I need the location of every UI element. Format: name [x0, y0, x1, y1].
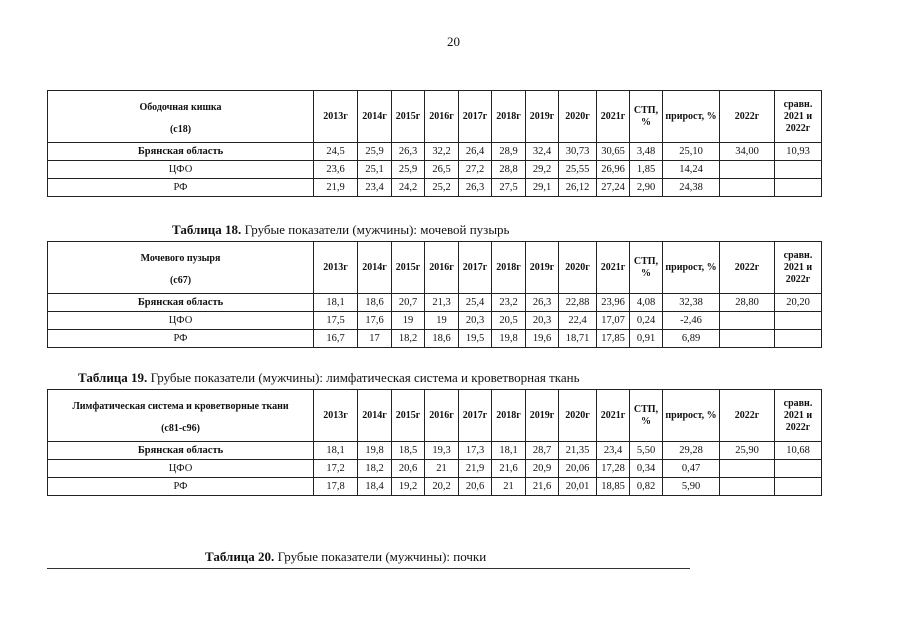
table-cell: 27,5 [492, 179, 526, 197]
column-header: 2019г [526, 91, 559, 143]
table-cell: 17,3 [459, 442, 492, 460]
table-cell: 18,6 [358, 294, 392, 312]
table-cell: 18,1 [492, 442, 526, 460]
column-header: 2013г [314, 242, 358, 294]
table-cell: 5,50 [630, 442, 663, 460]
table-cell: 19,6 [526, 330, 559, 348]
table-cell: 19,8 [492, 330, 526, 348]
table-cell: 25,90 [720, 442, 775, 460]
row-label: ЦФО [48, 161, 314, 179]
table-19-caption: Таблица 19. Грубые показатели (мужчины): лимфатическая система и кроветворная ткань [78, 370, 580, 385]
table-cell: 20,01 [559, 478, 597, 496]
table-cell [775, 312, 822, 330]
table-cell: 16,7 [314, 330, 358, 348]
table-cell: 25,55 [559, 161, 597, 179]
table-cell: 18,2 [358, 460, 392, 478]
table-cell: 20,5 [492, 312, 526, 330]
table-cell: 30,65 [597, 143, 630, 161]
table-name-cell [48, 390, 314, 442]
table-cell: 20,6 [459, 478, 492, 496]
table-cell: 26,3 [459, 179, 492, 197]
table-cell: 23,6 [314, 161, 358, 179]
table-cell: 27,2 [459, 161, 492, 179]
table-cell: 25,4 [459, 294, 492, 312]
table-code: (c67) [169, 274, 192, 286]
table-cell: 18,2 [392, 330, 425, 348]
caption-underline [47, 568, 690, 569]
table-cell: 17,28 [597, 460, 630, 478]
table-cell: 0,82 [630, 478, 663, 496]
table-cell: 25,2 [425, 179, 459, 197]
table-name-cell [48, 242, 314, 294]
column-header: 2015г [392, 242, 425, 294]
table-cell: 19 [392, 312, 425, 330]
column-header: 2020г [559, 242, 597, 294]
table-cell: 21,35 [559, 442, 597, 460]
table-row [48, 161, 822, 179]
table-cell: 23,2 [492, 294, 526, 312]
table-row [48, 330, 822, 348]
column-header: 2016г [425, 242, 459, 294]
table-cell: 20,3 [459, 312, 492, 330]
column-header: прирост, % [663, 390, 720, 442]
table-cell [720, 161, 775, 179]
column-header: 2022г [720, 242, 775, 294]
table-cell: 18,71 [559, 330, 597, 348]
table-cell [775, 179, 822, 197]
table-code: (c18) [169, 123, 192, 135]
table-row [48, 179, 822, 197]
row-label: Брянская область [48, 442, 314, 460]
table-cell: 25,9 [392, 161, 425, 179]
page-number: 20 [447, 34, 460, 49]
table-cell: 17,6 [358, 312, 392, 330]
column-header: СТП, % [630, 390, 663, 442]
table-cell: 26,3 [526, 294, 559, 312]
table-cell: 20,9 [526, 460, 559, 478]
table-cell: 0,91 [630, 330, 663, 348]
table-row [48, 143, 822, 161]
table-cell: 25,9 [358, 143, 392, 161]
table-cell: 21,9 [459, 460, 492, 478]
row-label: Брянская область [48, 294, 314, 312]
table-cell: 20,6 [392, 460, 425, 478]
table-cell: 25,1 [358, 161, 392, 179]
table-cell: 18,85 [597, 478, 630, 496]
table-cell: 27,24 [597, 179, 630, 197]
column-header: 2017г [459, 242, 492, 294]
column-header: 2015г [392, 390, 425, 442]
column-header: 2014г [358, 390, 392, 442]
table-cell: 25,10 [663, 143, 720, 161]
table-cell: 10,93 [775, 143, 822, 161]
table-cell: 17,8 [314, 478, 358, 496]
table-cell: 32,2 [425, 143, 459, 161]
table-row [48, 460, 822, 478]
table-cell: 18,1 [314, 442, 358, 460]
column-header: 2016г [425, 91, 459, 143]
table-cell: 21 [425, 460, 459, 478]
table-cell: 32,38 [663, 294, 720, 312]
table-cell: 19,5 [459, 330, 492, 348]
table-cell: 21,3 [425, 294, 459, 312]
column-header: 2017г [459, 390, 492, 442]
table-cell: 17,85 [597, 330, 630, 348]
table-cell: 30,73 [559, 143, 597, 161]
column-header: прирост, % [663, 242, 720, 294]
column-header: 2014г [358, 242, 392, 294]
table-cell: 32,4 [526, 143, 559, 161]
table-cell: 23,96 [597, 294, 630, 312]
table-cell: 20,2 [425, 478, 459, 496]
table-cell [775, 460, 822, 478]
column-header: сравн. 2021 и 2022г [775, 242, 822, 294]
data-table-colon [47, 90, 822, 197]
table-cell: 23,4 [358, 179, 392, 197]
column-header: 2022г [720, 91, 775, 143]
column-header: 2018г [492, 91, 526, 143]
table-header-row [48, 390, 822, 442]
table-cell: 17,2 [314, 460, 358, 478]
table-code: (c81-c96) [161, 422, 200, 434]
column-header: 2016г [425, 390, 459, 442]
table-cell: 34,00 [720, 143, 775, 161]
table-20-caption: Таблица 20. Грубые показатели (мужчины): почки [205, 549, 487, 564]
column-header: 2013г [314, 390, 358, 442]
row-label: РФ [48, 179, 314, 197]
table-cell: 10,68 [775, 442, 822, 460]
table-cell: 0,34 [630, 460, 663, 478]
column-header: прирост, % [663, 91, 720, 143]
column-header: СТП, % [630, 91, 663, 143]
table-cell [720, 478, 775, 496]
table-cell [720, 179, 775, 197]
table-cell: 6,89 [663, 330, 720, 348]
table-cell: 26,12 [559, 179, 597, 197]
table-cell: 21,6 [526, 478, 559, 496]
table-cell: 28,8 [492, 161, 526, 179]
table-cell: 19,8 [358, 442, 392, 460]
table-cell [775, 330, 822, 348]
table-name: Мочевого пузыря [140, 252, 221, 264]
table-cell: 26,4 [459, 143, 492, 161]
column-header: 2020г [559, 390, 597, 442]
table-cell: 5,90 [663, 478, 720, 496]
table-cell: 0,47 [663, 460, 720, 478]
table-cell: 4,08 [630, 294, 663, 312]
row-label: Брянская область [48, 143, 314, 161]
column-header: сравн. 2021 и 2022г [775, 390, 822, 442]
table-cell: 24,2 [392, 179, 425, 197]
column-header: 2017г [459, 91, 492, 143]
table-cell: 24,38 [663, 179, 720, 197]
table-name-cell [48, 91, 314, 143]
row-label: РФ [48, 478, 314, 496]
table-cell: 18,1 [314, 294, 358, 312]
table-name: Лимфатическая система и кроветворные ткани [72, 400, 289, 412]
table-cell: 18,6 [425, 330, 459, 348]
table-cell: 3,48 [630, 143, 663, 161]
column-header: 2020г [559, 91, 597, 143]
column-header: 2021г [597, 91, 630, 143]
table-cell: 20,7 [392, 294, 425, 312]
column-header: 2019г [526, 390, 559, 442]
table-cell: 29,2 [526, 161, 559, 179]
table-cell: 22,4 [559, 312, 597, 330]
table-header-row [48, 91, 822, 143]
table-cell: 24,5 [314, 143, 358, 161]
table-cell: 19,3 [425, 442, 459, 460]
table-cell: 26,3 [392, 143, 425, 161]
table-header-row [48, 242, 822, 294]
table-cell [775, 161, 822, 179]
table-cell: -2,46 [663, 312, 720, 330]
table-cell [775, 478, 822, 496]
column-header: 2018г [492, 242, 526, 294]
table-cell: 18,5 [392, 442, 425, 460]
column-header: 2014г [358, 91, 392, 143]
table-cell [720, 460, 775, 478]
table-cell: 18,4 [358, 478, 392, 496]
table-cell: 28,9 [492, 143, 526, 161]
table-cell: 28,80 [720, 294, 775, 312]
table-cell: 19,2 [392, 478, 425, 496]
table-cell [720, 330, 775, 348]
table-name: Ободочная кишка [139, 101, 222, 113]
data-table-lymphatic [47, 389, 822, 496]
row-label: РФ [48, 330, 314, 348]
table-cell: 17,07 [597, 312, 630, 330]
table-cell: 2,90 [630, 179, 663, 197]
column-header: 2013г [314, 91, 358, 143]
table-cell: 1,85 [630, 161, 663, 179]
table-cell: 23,4 [597, 442, 630, 460]
column-header: 2022г [720, 390, 775, 442]
table-cell: 20,06 [559, 460, 597, 478]
column-header: 2015г [392, 91, 425, 143]
table-cell: 21 [492, 478, 526, 496]
row-label: ЦФО [48, 312, 314, 330]
table-cell: 17,5 [314, 312, 358, 330]
table-cell: 21,9 [314, 179, 358, 197]
table-cell: 26,5 [425, 161, 459, 179]
table-cell [720, 312, 775, 330]
column-header: 2019г [526, 242, 559, 294]
table-row [48, 294, 822, 312]
table-cell: 29,1 [526, 179, 559, 197]
table-cell: 17 [358, 330, 392, 348]
data-table-bladder [47, 241, 822, 348]
table-row [48, 312, 822, 330]
column-header: 2018г [492, 390, 526, 442]
table-row [48, 478, 822, 496]
table-cell: 22,88 [559, 294, 597, 312]
table-cell: 19 [425, 312, 459, 330]
column-header: 2021г [597, 242, 630, 294]
table-cell: 28,7 [526, 442, 559, 460]
table-cell: 20,3 [526, 312, 559, 330]
table-cell: 14,24 [663, 161, 720, 179]
table-cell: 20,20 [775, 294, 822, 312]
table-cell: 21,6 [492, 460, 526, 478]
table-cell: 0,24 [630, 312, 663, 330]
table-18-caption: Таблица 18. Грубые показатели (мужчины): мочевой пузырь [172, 222, 510, 237]
table-cell: 26,96 [597, 161, 630, 179]
column-header: сравн. 2021 и 2022г [775, 91, 822, 143]
table-row [48, 442, 822, 460]
table-cell: 29,28 [663, 442, 720, 460]
column-header: 2021г [597, 390, 630, 442]
column-header: СТП, % [630, 242, 663, 294]
row-label: ЦФО [48, 460, 314, 478]
